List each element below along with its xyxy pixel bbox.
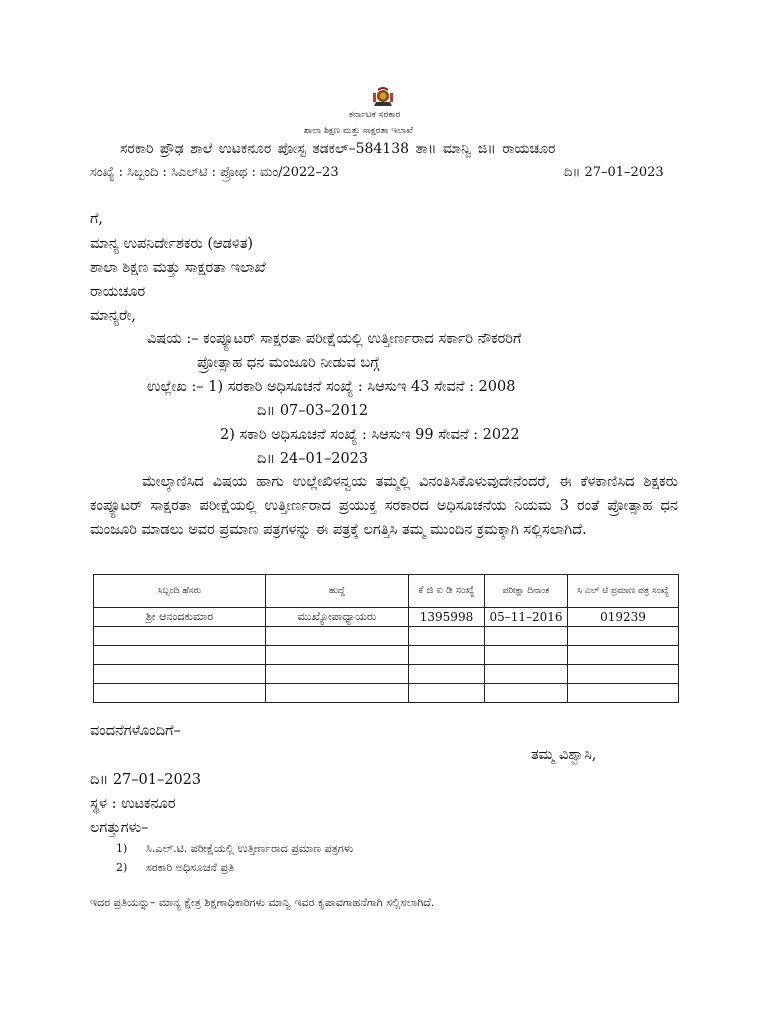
staff-table: [93, 574, 679, 703]
table-row: [94, 665, 679, 684]
closing-date: ದಿ॥ 27–01–2023: [90, 772, 202, 788]
recipient-title: ಮಾನ್ಯ ಉಪನಿರ್ದೇಶಕರು (ಆಡಳಿತ): [90, 236, 254, 252]
table-cell: [266, 627, 409, 646]
table-cell: [94, 665, 266, 684]
table-cell: [409, 665, 485, 684]
table-row: [94, 627, 679, 646]
closing-place: ಸ್ಥಳ : ಉಟಕನೂರ: [90, 796, 176, 812]
table-cell: [568, 665, 679, 684]
enclosures-title: ಲಗತ್ತುಗಳು–: [90, 820, 149, 836]
table-cell: [409, 684, 485, 703]
copy-to-note: ಇದರ ಪ್ರತಿಯನ್ನು– ಮಾನ್ಯ ಕ್ಷೇತ್ರ ಶಿಕ್ಷಣಾಧಿಕಾರಿಗಳು ಮಾನ್ವಿ ಇವರ ಕೃಪಾವಗಾಹನೆಗಾಗಿ ಸಲ್ಲಿಸಲಾಗಿದೆ.: [90, 896, 435, 909]
table-cell: 1395998: [409, 608, 485, 627]
table-cell: 019239: [568, 608, 679, 627]
reference-2-date: ದಿ॥ 24–01–2023: [257, 451, 369, 467]
subject-line-2: ಪ್ರೋತ್ಸಾಹ ಧನ ಮಂಜೂರಿ ನೀಡುವ ಬಗ್ಗೆ: [197, 355, 380, 371]
table-cell: [94, 684, 266, 703]
table-cell: 05–11–2016: [485, 608, 568, 627]
department-name: ಶಾಲಾ ಶಿಕ್ಷಣ ಮತ್ತು ಸಾಕ್ಷರತಾ ಇಲಾಖೆ: [304, 126, 414, 136]
subject-line-1: ವಿಷಯ :– ಕಂಪ್ಯೂಟರ್ ಸಾಕ್ಷರತಾ ಪರೀಕ್ಷೆಯಲ್ಲಿ ಉತ್ತೀರ್ಣರಾದ ಸರ್ಕಾರಿ ನೌಕರರಿಗೆ: [147, 331, 522, 347]
table-cell: [568, 646, 679, 665]
enclosure-text: ಸರಕಾರಿ ಅಧಿಸೂಚನೆ ಪ್ರತಿ: [146, 861, 234, 874]
column-header: ಪರೀಕ್ಷಾ ದಿನಾಂಕ: [485, 575, 568, 608]
school-heading: ಸರಕಾರಿ ಪ್ರೌಢ ಶಾಲೆ ಉಟಕನೂರ ಪೋಸ್ಟ ತಡಕಲ್–584138 ತಾ॥ ಮಾನ್ವಿ ಜಿ॥ ರಾಯಚೂರ: [120, 141, 556, 157]
table-cell: ಮುಖ್ಯೋಪಾಧ್ಯಾಯರು: [266, 608, 409, 627]
table-row: [94, 646, 679, 665]
table-cell: [568, 684, 679, 703]
letter-date: ದಿ॥ 27–01–2023: [564, 165, 664, 180]
column-header: ಸಿಬ್ಬಂದಿ ಹೆಸರು: [94, 575, 266, 608]
column-header: ಹುದ್ದೆ: [266, 575, 409, 608]
reference-1: ಉಲ್ಲೇಖ :– 1) ಸರಕಾರಿ ಅಧಿಸೂಚನೆ ಸಂಖ್ಯೆ : ಸಿಆಸುಇ 43 ಸೇವನೆ : 2008: [147, 379, 516, 395]
table-cell: [409, 646, 485, 665]
table-row: [94, 684, 679, 703]
enclosure-text: ಸಿ.ಎಲ್.ಟಿ. ಪರೀಕ್ಷೆಯಲ್ಲಿ ಉತ್ತೀರ್ಣರಾದ ಪ್ರಮಾಣ ಪತ್ರಗಳು: [146, 842, 354, 855]
column-header: ಕೆ ಜಿ ಐ ಡಿ ಸಂಖ್ಯೆ: [409, 575, 485, 608]
table-cell: [94, 627, 266, 646]
table-cell: [485, 627, 568, 646]
recipient-department: ಶಾಲಾ ಶಿಕ್ಷಣ ಮತ್ತು ಸಾಕ್ಷರತಾ ಇಲಾಖೆ: [90, 260, 266, 276]
reference-number: ಸಂಖ್ಯೆ : ಸಿಬ್ಬಂದಿ : ಸಿಎಲ್‌ಟಿ : ಪ್ರೋಥ : ಮಂ/2022–23: [90, 165, 339, 180]
state-name: ಕರ್ನಾಟಕ ಸರಕಾರ: [349, 110, 401, 120]
table-header-row: [94, 575, 679, 608]
table-cell: [266, 684, 409, 703]
table-cell: ಶ್ರೀ ಆನಂದಕುಮಾರ: [94, 608, 266, 627]
table-cell: [485, 665, 568, 684]
column-header: ಸಿ ಎಲ್ ಟಿ ಪ್ರಮಾಣ ಪತ್ರ ಸಂಖ್ಯೆ: [568, 575, 679, 608]
table-cell: [266, 665, 409, 684]
table-row: [94, 608, 679, 627]
table-cell: [485, 684, 568, 703]
salutation: ಮಾನ್ಯರೇ,: [90, 308, 137, 324]
closing-greeting: ವಂದನೆಗಳೊಂದಿಗೆ–: [90, 723, 181, 739]
table-cell: [94, 646, 266, 665]
reference-2: 2) ಸಕಾರಿ ಅಧಿಸೂಚನೆ ಸಂಖ್ಯೆ : ಸಿಆಸುಇ 99 ಸೇವನೆ : 2022: [220, 427, 520, 443]
recipient-city: ರಾಯಚೂರ: [90, 284, 146, 300]
karnataka-emblem-icon: [370, 86, 396, 108]
enclosure-number: 2): [116, 861, 128, 874]
table-cell: [266, 646, 409, 665]
table-cell: [568, 627, 679, 646]
enclosure-number: 1): [116, 842, 128, 855]
signature-line: ತಮ್ಮ ವಿಶ್ವಾಸಿ,: [531, 747, 597, 763]
reference-1-date: ದಿ॥ 07–03–2012: [257, 403, 369, 419]
table-cell: [409, 627, 485, 646]
body-paragraph: ಮೇಲ್ಕಾಣಿಸಿದ ವಿಷಯ ಹಾಗು ಉಲ್ಲೇಖಿಳನ್ವಯ ತಮ್ಮಲ್ಲಿ ವಿನಂತಿಸಿಕೊಳುವುದೇನೆಂದರೆ, ಈ ಕೆಳಕಾಣಿಸಿದ ಶಿಕ್ಷಕರು ಕಂಪ್ಯೂಟರ್ ಸಾಕ್ಷರತಾ ಪರೀಕ್ಷೆಯಲ್ಲಿ ಉತ್ತೀರ್ಣರಾದ ಪ್ರಯುಕ್ತ ಸರಕಾರದ ಅಧಿಸೂಚನೆಯ ನಿಯಮ 3 ರಂತೆ ಪ್ರೋತ್ಸಾಹ ಧನ ಮಂಜೂರಿ ಮಾಡಲು ಅವರ ಪ್ರಮಾಣ ಪತ್ರಗಳನ್ನು ಈ ಪತ್ರಕ್ಕೆ ಲಗತ್ತಿಸಿ ತಮ್ಮ ಮುಂದಿನ ಕ್ರಮಕ್ಕಾಗಿ ಸಲ್ಲಿಸಲಾಗಿದೆ.: [90, 474, 678, 538]
to-label: ಗೆ,: [90, 211, 104, 227]
table-cell: [485, 646, 568, 665]
